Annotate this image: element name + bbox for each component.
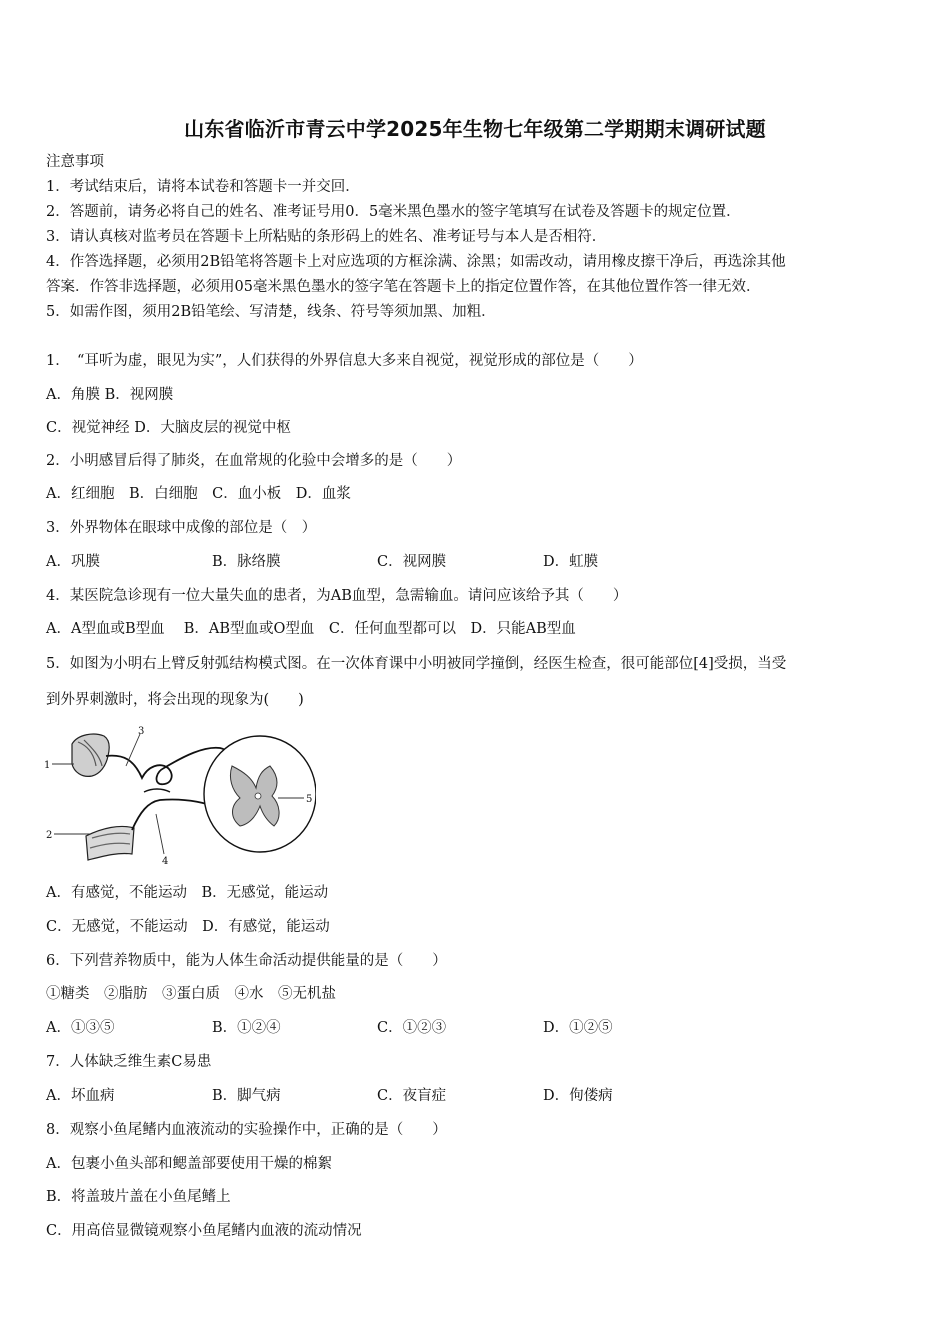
option-d: D．虹膜 — [543, 554, 599, 570]
question-6-stem: 6．下列营养物质中，能为人体生命活动提供能量的是（ ） — [46, 953, 447, 969]
question-6-items: ①糖类 ②脂肪 ③蛋白质 ④水 ⑤无机盐 — [46, 986, 336, 1002]
diagram-label-5: 5 — [306, 794, 313, 805]
effector — [86, 826, 134, 860]
question-3-stem: 3．外界物体在眼球中成像的部位是（ ） — [46, 520, 317, 536]
option-b: B．脚气病 — [212, 1088, 281, 1104]
question-8-option-a: A．包裹小鱼头部和鳃盖部要使用干燥的棉絮 — [46, 1156, 332, 1172]
option-a: A．①③⑤ — [46, 1020, 115, 1036]
notes-heading: 注意事项 — [46, 154, 104, 170]
question-5-stem-cont: 到外界刺激时，将会出现的现象为( ) — [46, 692, 304, 708]
question-1-options-row2: C．视觉神经 D．大脑皮层的视觉中枢 — [46, 420, 291, 436]
option-b: B．脉络膜 — [212, 554, 281, 570]
question-4-stem: 4．某医院急诊现有一位大量失血的患者，为AB血型，急需输血。请问应该给予其（ ） — [46, 588, 628, 604]
reflex-arc-diagram — [44, 726, 316, 866]
note-item: 3．请认真核对监考员在答题卡上所粘贴的条形码上的姓名、准考证号与本人是否相符． — [46, 229, 607, 245]
note-item: 5．如需作图，须用2B铅笔绘、写清楚，线条、符号等须加黑、加粗． — [46, 304, 496, 320]
option-d: D．①②⑤ — [543, 1020, 613, 1036]
question-2-options: A．红细胞 B．白细胞 C．血小板 D．血浆 — [46, 486, 351, 502]
note-item: 1．考试结束后，请将本试卷和答题卡一并交回． — [46, 179, 360, 195]
option-c: C．夜盲症 — [377, 1088, 447, 1104]
question-2-stem: 2．小明感冒后得了肺炎，在血常规的化验中会增多的是（ ） — [46, 453, 462, 469]
question-1-options-row1: A．角膜 B．视网膜 — [46, 387, 174, 403]
option-a: A．巩膜 — [46, 554, 100, 570]
question-5-options-row1: A．有感觉，不能运动 B．无感觉，能运动 — [46, 885, 329, 901]
option-b: B．①②④ — [212, 1020, 281, 1036]
question-7-stem: 7．人体缺乏维生素C易患 — [46, 1054, 212, 1070]
diagram-label-1: 1 — [44, 760, 51, 771]
receptor — [72, 734, 109, 776]
option-a: A．坏血病 — [46, 1088, 115, 1104]
option-c: C．视网膜 — [377, 554, 447, 570]
question-8-option-c: C．用高倍显微镜观察小鱼尾鳍内血液的流动情况 — [46, 1223, 362, 1239]
note-item: 2．答题前，请务必将自己的姓名、准考证号用0．5毫米黑色墨水的签字笔填写在试卷及答题卡的规定位置． — [46, 204, 741, 220]
question-8-option-b: B．将盖玻片盖在小鱼尾鳍上 — [46, 1189, 231, 1205]
note-item: 4．作答选择题，必须用2B铅笔将答题卡上对应选项的方框涂满、涂黑；如需改动，请用橡皮擦干净后，再选涂其他 — [46, 254, 786, 270]
option-c: C．①②③ — [377, 1020, 447, 1036]
question-5-stem: 5．如图为小明右上臂反射弧结构模式图。在一次体育课中小明被同学撞倒，经医生检查，很可能部位[4]受损，当受 — [46, 656, 787, 672]
question-5-options-row2: C．无感觉，不能运动 D．有感觉，能运动 — [46, 919, 330, 935]
diagram-label-3: 3 — [138, 726, 145, 737]
spinal-cord — [204, 736, 316, 852]
diagram-label-2: 2 — [46, 830, 53, 841]
note-item: 答案．作答非选择题，必须用05毫米黑色墨水的签字笔在答题卡上的指定位置作答，在其他位置作答一律无效． — [46, 279, 761, 295]
question-4-options: A．A型血或B型血 B．AB型血或O型血 C．任何血型都可以 D．只能AB型血 — [46, 621, 576, 637]
option-d: D．佝偻病 — [543, 1088, 613, 1104]
question-8-stem: 8．观察小鱼尾鳍内血液流动的实验操作中，正确的是（ ） — [46, 1122, 447, 1138]
diagram-label-4: 4 — [162, 856, 169, 866]
question-1-stem: 1． “耳听为虚，眼见为实”，人们获得的外界信息大多来自视觉，视觉形成的部位是（ ） — [46, 353, 643, 369]
page-title: 山东省临沂市青云中学2025年生物七年级第二学期期末调研试题 — [184, 117, 766, 141]
